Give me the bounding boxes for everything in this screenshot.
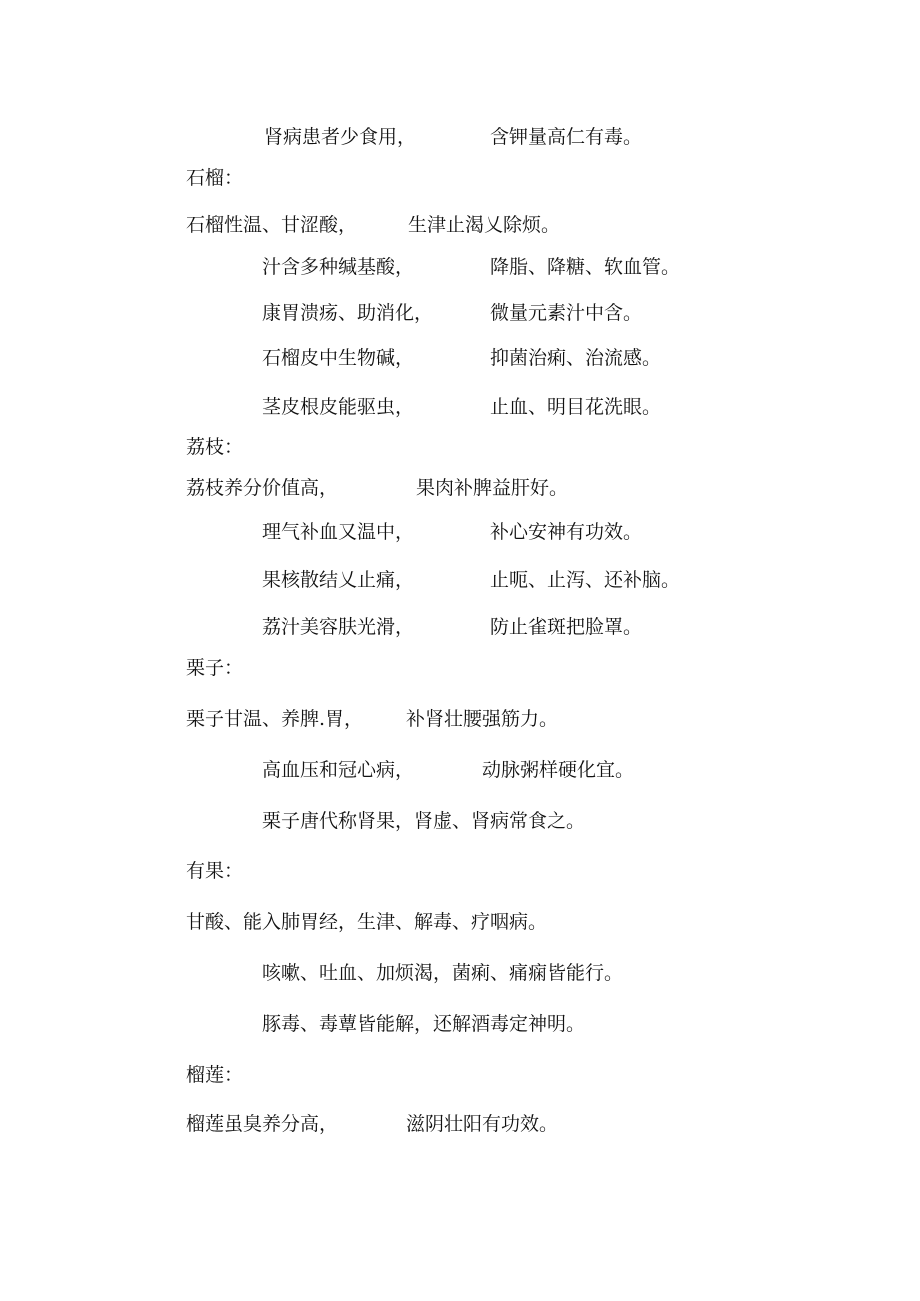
line-second-half: 滋阴壮阳有功效。 bbox=[406, 1113, 559, 1135]
line-first-half: 高血压和冠心病， bbox=[262, 759, 415, 781]
line-text: 豚毒、毒蕈皆能解，还解酒毒定神明。 bbox=[262, 1013, 586, 1035]
line-first-half: 栗子甘温、养脾.胃， bbox=[186, 708, 364, 730]
line-first-half: 康胃溃疡、助消化， bbox=[262, 302, 434, 324]
heading-text: 荔枝： bbox=[186, 436, 244, 458]
line-first-half: 荔枝养分价值高， bbox=[186, 477, 339, 499]
heading-text: 有果： bbox=[186, 860, 244, 882]
line-first-half: 理气补血又温中， bbox=[262, 521, 415, 543]
line-second-half: 含钾量高仁有毒。 bbox=[490, 126, 643, 148]
line-second-half: 补肾壮腰强筋力。 bbox=[406, 708, 559, 730]
line-text: 咳嗽、吐血、加烦渴，菌痢、痛痫皆能行。 bbox=[262, 962, 624, 984]
line-second-half: 果肉补脾益肝好。 bbox=[416, 477, 569, 499]
heading-text: 榴莲： bbox=[186, 1064, 244, 1086]
line-first-half: 肾病患者少食用， bbox=[264, 126, 417, 148]
heading-text: 栗子： bbox=[186, 657, 244, 679]
line-first-half: 汁含多种缄基酸， bbox=[262, 256, 415, 278]
line-first-half: 荔汁美容肤光滑， bbox=[262, 616, 415, 638]
line-second-half: 补心安神有功效。 bbox=[490, 521, 643, 543]
line-first-half: 果核散结乂止痛， bbox=[262, 569, 415, 591]
line-second-half: 动脉粥样硬化宜。 bbox=[482, 759, 635, 781]
line-text: 甘酸、能入肺胃经，生津、解毒、疗咽病。 bbox=[186, 911, 548, 933]
line-first-half: 石榴性温、甘涩酸， bbox=[186, 214, 358, 236]
line-first-half: 茎皮根皮能驱虫， bbox=[262, 396, 415, 418]
line-second-half: 防止雀斑把脸罩。 bbox=[490, 616, 643, 638]
line-first-half: 石榴皮中生物碱， bbox=[262, 347, 415, 369]
line-first-half: 榴莲虽臭养分高， bbox=[186, 1113, 339, 1135]
line-second-half: 止血、明目花洗眼。 bbox=[490, 396, 662, 418]
line-second-half: 止呃、止泻、还补脑。 bbox=[490, 569, 681, 591]
line-second-half: 微量元素汁中含。 bbox=[490, 302, 643, 324]
heading-text: 石榴： bbox=[186, 167, 244, 189]
line-second-half: 生津止渴乂除烦。 bbox=[408, 214, 561, 236]
line-second-half: 抑菌治痢、治流感。 bbox=[490, 347, 662, 369]
line-text: 栗子唐代称肾果，肾虚、肾病常食之。 bbox=[262, 810, 586, 832]
line-second-half: 降脂、降糖、软血管。 bbox=[490, 256, 681, 278]
